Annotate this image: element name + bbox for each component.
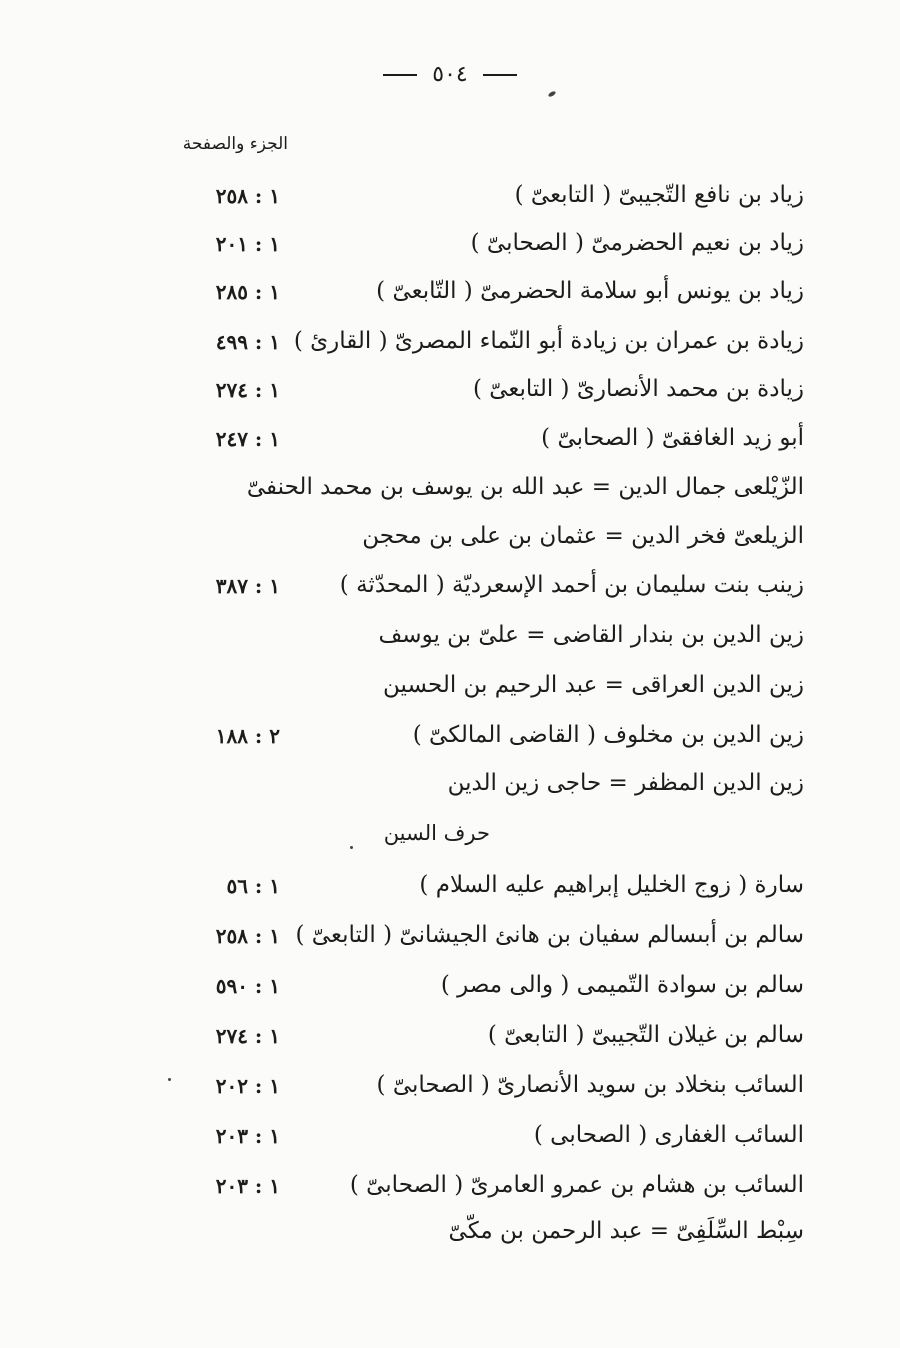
page-number-dash-right <box>483 74 517 76</box>
entry-ref: ١ : ٢٥٨ <box>215 924 280 948</box>
entry-ref: ١ : ٢٥٨ <box>215 184 280 208</box>
entry-name: زين الدين بن مخلوف ( القاضى المالكىّ ) <box>412 722 804 748</box>
entry-name: سارة ( زوج الخليل إبراهيم عليه السلام ) <box>419 872 804 898</box>
page-number-dash-left <box>383 74 417 76</box>
entry-ref: ١ : ٥٩٠ <box>215 974 280 998</box>
index-entry <box>0 266 900 316</box>
index-entry <box>0 758 900 808</box>
index-entry <box>0 1060 900 1110</box>
entry-ref: ١ : ٣٨٧ <box>215 574 280 598</box>
entry-name: زين الدين العراقى = عبد الرحيم بن الحسين <box>383 672 804 698</box>
index-entry <box>0 511 900 561</box>
entry-name: أبو زيد الغافقىّ ( الصحابىّ ) <box>541 425 804 451</box>
entry-ref: ١ : ٢٠٣ <box>215 1174 280 1198</box>
index-entry <box>0 910 900 960</box>
entry-name: زياد بن نعيم الحضرمىّ ( الصحابىّ ) <box>470 230 804 256</box>
entry-name: سالم بن غيلان التّجيبىّ ( التابعىّ ) <box>487 1022 804 1048</box>
index-entry <box>0 1160 900 1210</box>
index-entry <box>0 413 900 463</box>
index-entry <box>0 316 900 366</box>
entry-name: السائب بن هشام بن عمرو العامرىّ ( الصحابىّ ) <box>349 1172 804 1198</box>
entry-ref: ١ : ٢٠٢ <box>215 1074 280 1098</box>
entry-ref: ٢ : ١٨٨ <box>215 724 280 748</box>
entry-name: زياد بن يونس أبو سلامة الحضرمىّ ( التّابعىّ ) <box>376 278 804 304</box>
entry-name: زين الدين بن بندار القاضى = علىّ بن يوسف <box>378 622 804 648</box>
index-entry <box>0 610 900 660</box>
index-entry <box>0 218 900 268</box>
entry-ref: ١ : ٢٧٤ <box>215 1024 280 1048</box>
entry-name: السائب الغفارى ( الصحابى ) <box>533 1122 804 1148</box>
index-entry <box>0 364 900 414</box>
index-entry <box>0 1206 900 1256</box>
page-number-text: ٥٠٤ <box>432 62 468 87</box>
entry-name: السائب بنخلاد بن سويد الأنصارىّ ( الصحابىّ ) <box>376 1072 804 1098</box>
entry-ref: ١ : ٢٠٣ <box>215 1124 280 1148</box>
entry-name: سِبْط السِّلَفِىّ = عبد الرحمن بن مكّىّ <box>448 1218 804 1244</box>
entry-name: زينب بنت سليمان بن أحمد الإسعرديّة ( المحدّثة ) <box>339 572 804 598</box>
entry-name: زيادة بن محمد الأنصارىّ ( التابعىّ ) <box>472 376 804 402</box>
index-entry <box>0 710 900 760</box>
entry-ref: ١ : ٢٨٥ <box>215 280 280 304</box>
index-entry <box>0 170 900 220</box>
section-heading-row <box>0 808 900 858</box>
column-header: الجزء والصفحة <box>182 134 288 154</box>
entry-name: زيادة بن عمران بن زيادة أبو النّماء المصرىّ ( القارئ ) <box>293 328 804 354</box>
index-entry <box>0 1110 900 1160</box>
section-heading: حرف السين <box>383 821 490 845</box>
scan-speck <box>548 90 557 97</box>
index-entry <box>0 462 900 512</box>
entry-name: زياد بن نافع التّجيبىّ ( التابعىّ ) <box>514 182 804 208</box>
scan-speck <box>168 1078 171 1081</box>
page-number <box>0 62 900 87</box>
index-entry <box>0 560 900 610</box>
index-entry <box>0 960 900 1010</box>
index-entry <box>0 660 900 710</box>
entry-name: سالم بن سوادة التّميمى ( والى مصر ) <box>440 972 804 998</box>
index-entry <box>0 1010 900 1060</box>
entry-name: الزّيْلعى جمال الدين = عبد الله بن يوسف بن محمد الحنفىّ <box>246 474 804 500</box>
entry-ref: ١ : ٢٠١ <box>215 232 280 256</box>
entry-ref: ١ : ٥٦ <box>226 874 280 898</box>
entry-ref: ١ : ٢٧٤ <box>215 378 280 402</box>
index-entry <box>0 860 900 910</box>
scan-speck <box>350 846 353 849</box>
entry-name: زين الدين المظفر = حاجى زين الدين <box>447 770 804 796</box>
entry-name: الزيلعىّ فخر الدين = عثمان بن على بن محجن <box>362 523 804 549</box>
entry-name: سالم بن أبىسالم سفيان بن هانئ الجيشانىّ ( التابعىّ ) <box>295 922 804 948</box>
entry-ref: ١ : ٤٩٩ <box>215 330 280 354</box>
entry-ref: ١ : ٢٤٧ <box>215 427 280 451</box>
